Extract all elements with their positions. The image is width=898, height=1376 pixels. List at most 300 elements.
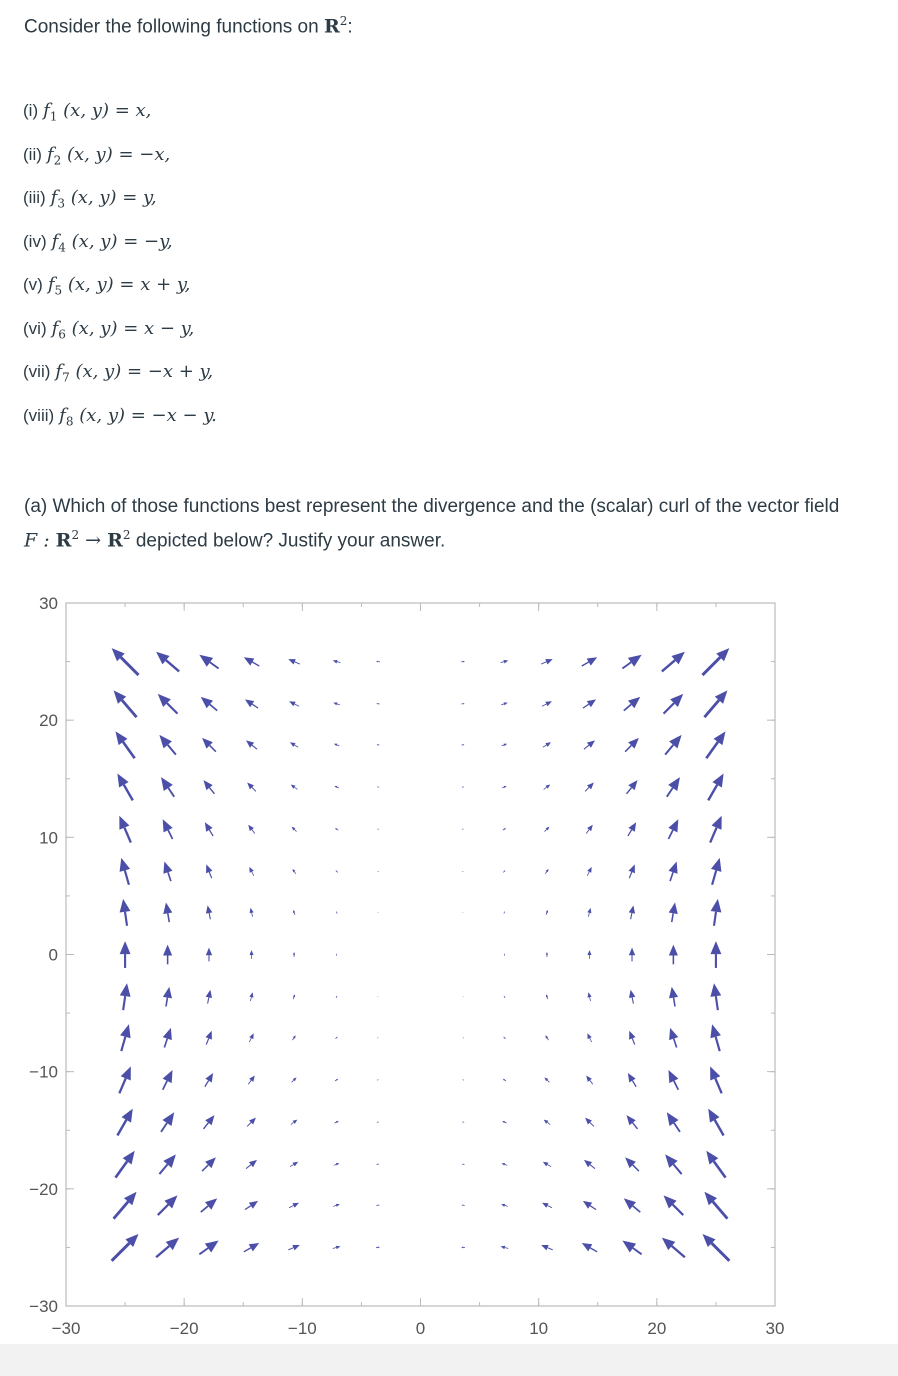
field-arrow-shaft: [715, 1078, 721, 1093]
field-arrow-head: [336, 1204, 340, 1207]
field-arrow-head: [292, 869, 295, 872]
function-item: [23, 187, 217, 231]
field-arrow-shaft: [672, 913, 673, 922]
field-arrow-shaft: [115, 1161, 127, 1177]
question-line-2: [24, 521, 864, 555]
field-arrow-shaft: [545, 872, 546, 874]
function-item: [23, 361, 217, 405]
field-arrow-shaft: [674, 1081, 678, 1090]
field-arrow-head: [378, 1247, 380, 1249]
field-arrow-head: [293, 952, 295, 955]
field-arrow-head: [336, 1246, 341, 1250]
function-subscript: 3: [57, 196, 65, 211]
field-arrow-head: [504, 953, 505, 954]
function-name: f: [51, 317, 59, 339]
x-tick-label: −20: [169, 1319, 199, 1338]
field-arrow-shaft: [544, 787, 547, 789]
field-arrow-shaft: [123, 996, 125, 1010]
field-arrow-head: [629, 1031, 635, 1040]
field-arrow-head: [162, 1112, 174, 1126]
field-arrow-shaft: [708, 785, 717, 801]
field-arrow-head: [628, 655, 642, 667]
field-arrow-head: [584, 1160, 592, 1167]
field-arrow-shaft: [674, 1123, 680, 1132]
function-args: (x, y): [70, 187, 117, 208]
field-arrow-head: [333, 702, 337, 705]
field-arrow-shaft: [587, 872, 589, 876]
field-arrow-shaft: [632, 997, 633, 1003]
field-arrow-shaft: [163, 1081, 167, 1090]
field-arrow-shaft: [124, 785, 133, 801]
field-arrow-shaft: [208, 997, 209, 1003]
field-arrow-shaft: [505, 1038, 506, 1039]
field-arrow-shaft: [586, 830, 589, 834]
function-label: (vi): [23, 318, 47, 338]
field-arrow-shaft: [210, 662, 219, 668]
function-label: (iv): [23, 231, 47, 251]
y-tick-label: −30: [29, 1297, 58, 1316]
x-tick-label: 20: [647, 1319, 667, 1338]
field-arrow-shaft: [706, 742, 718, 758]
field-arrow-shaft: [547, 997, 548, 999]
field-arrow-shaft: [633, 1165, 639, 1171]
field-arrow-head: [205, 1073, 213, 1082]
field-arrow-head: [250, 908, 254, 913]
field-arrow-head: [120, 858, 131, 872]
field-arrow-head: [461, 1204, 463, 1206]
function-label: (vii): [23, 362, 51, 381]
field-arrow-shaft: [124, 828, 130, 843]
field-arrow-shaft: [121, 657, 139, 675]
field-arrow-shaft: [716, 996, 718, 1010]
field-arrow-shaft: [337, 871, 338, 872]
field-arrow-shaft: [288, 1248, 293, 1250]
field-arrow-head: [293, 1162, 299, 1167]
function-item: [23, 144, 217, 188]
field-arrow-shaft: [333, 1205, 336, 1206]
field-arrow-head: [504, 744, 508, 747]
field-arrow-shaft: [674, 1039, 677, 1048]
function-args: (x, y): [63, 100, 109, 121]
field-arrow-head: [629, 990, 635, 998]
field-arrow-head: [336, 953, 337, 954]
field-arrow-shaft: [583, 704, 589, 708]
field-arrow-shaft: [664, 703, 674, 713]
field-arrow-head: [249, 1243, 259, 1251]
field-arrow-head: [377, 744, 379, 745]
field-arrow-head: [206, 948, 212, 956]
field-arrow-shaft: [547, 1164, 551, 1166]
x-tick-label: −30: [51, 1319, 81, 1338]
field-arrow-head: [293, 910, 295, 913]
field-arrow-head: [587, 699, 596, 707]
field-arrow-head: [334, 744, 338, 747]
field-arrow-shaft: [206, 1038, 208, 1044]
field-arrow-head: [120, 941, 131, 954]
field-arrow-shaft: [590, 1165, 595, 1169]
field-arrow-shaft: [293, 997, 294, 999]
x-tick-label: −10: [287, 1319, 317, 1338]
field-arrow-shaft: [292, 1038, 293, 1040]
field-arrow-shaft: [714, 1161, 726, 1177]
function-rhs: = −y,: [123, 230, 173, 252]
field-arrow-shaft: [673, 1164, 681, 1174]
function-item: [23, 318, 217, 362]
function-rhs: = −x − y.: [130, 404, 217, 426]
field-arrow-shaft: [590, 1206, 596, 1210]
field-arrow-head: [582, 1243, 592, 1251]
field-arrow-shaft: [209, 872, 211, 878]
field-arrow-head: [714, 731, 726, 745]
field-arrow-shaft: [336, 1038, 337, 1039]
field-arrow-shaft: [252, 745, 257, 749]
field-arrow-shaft: [125, 870, 129, 884]
field-arrow-head: [378, 1204, 380, 1206]
field-arrow-head: [203, 780, 212, 790]
field-arrow-shaft: [702, 657, 720, 675]
field-arrow-head: [546, 869, 549, 872]
field-arrow-head: [667, 1112, 679, 1126]
y-tick-label: 0: [48, 945, 58, 965]
field-arrow-shaft: [252, 913, 253, 917]
field-arrow-shaft: [337, 787, 339, 788]
y-tick-label: −10: [29, 1062, 58, 1082]
function-expression: [59, 405, 217, 429]
field-arrow-head: [501, 1204, 505, 1207]
field-arrow-shaft: [716, 1037, 720, 1051]
field-arrow-shaft: [333, 1248, 336, 1249]
field-arrow-head: [115, 731, 127, 745]
field-arrow-head: [710, 983, 721, 997]
field-arrow-shaft: [119, 1078, 125, 1093]
field-arrow-head: [163, 902, 172, 914]
field-arrow-shaft: [294, 787, 297, 789]
field-arrow-head: [205, 822, 213, 831]
function-label: (ii): [23, 144, 42, 164]
field-arrow-head: [293, 994, 295, 997]
field-arrow-head: [587, 657, 597, 665]
field-arrow-shaft: [334, 1122, 336, 1123]
field-arrow-head: [333, 660, 338, 664]
field-arrow-shaft: [199, 1248, 208, 1254]
function-expression: [47, 144, 170, 168]
intro-exponent: 2: [339, 14, 348, 28]
field-arrow-shaft: [294, 872, 295, 874]
field-arrow-shaft: [590, 1038, 592, 1042]
field-arrow-shaft: [334, 1164, 336, 1165]
field-arrow-head: [629, 948, 635, 956]
field-arrow-shaft: [547, 1122, 550, 1124]
function-rhs: = −x + y,: [126, 361, 214, 382]
field-arrow-head: [706, 1151, 718, 1165]
map-prefix: F :: [24, 529, 56, 552]
field-arrow-shaft: [290, 1164, 294, 1166]
field-arrow-shaft: [247, 1122, 251, 1126]
field-arrow-shaft: [622, 662, 631, 668]
field-arrow-shaft: [582, 662, 589, 666]
field-arrow-shaft: [252, 787, 256, 791]
field-arrow-head: [546, 910, 548, 913]
field-arrow-head: [163, 987, 172, 999]
field-arrow-shaft: [712, 870, 716, 884]
field-arrow-shaft: [156, 1246, 169, 1257]
field-arrow-shaft: [164, 1039, 167, 1048]
field-arrow-shaft: [291, 1122, 294, 1124]
field-arrow-head: [205, 1241, 219, 1253]
field-arrow-shaft: [632, 1081, 636, 1087]
field-arrow-shaft: [245, 1206, 251, 1210]
function-args: (x, y): [79, 404, 126, 426]
field-arrow-shaft: [202, 1165, 208, 1171]
field-arrow-head: [586, 1075, 592, 1081]
field-arrow-shaft: [627, 788, 632, 794]
codomain-space: R: [107, 529, 123, 552]
field-arrow-head: [583, 1201, 592, 1209]
intro-label: Consider the following functions on: [24, 16, 319, 38]
field-arrow-head: [244, 657, 254, 665]
codomain-exponent: 2: [122, 528, 131, 542]
field-arrow-shaft: [590, 1080, 593, 1084]
field-arrow-shaft: [167, 703, 177, 713]
field-arrow-shaft: [501, 662, 504, 663]
field-arrow-shaft: [543, 745, 547, 747]
field-arrow-shaft: [505, 1248, 508, 1249]
field-arrow-shaft: [505, 1205, 508, 1206]
field-arrow-shaft: [584, 745, 589, 749]
field-arrow-shaft: [252, 872, 254, 876]
x-tick-label: 30: [765, 1319, 785, 1338]
field-arrow-shaft: [503, 871, 504, 872]
field-arrow-shaft: [295, 704, 299, 706]
question-a: [24, 492, 864, 555]
field-arrow-head: [336, 1163, 340, 1166]
field-arrow-shaft: [714, 912, 716, 926]
field-arrow-shaft: [503, 829, 504, 830]
field-arrow-shaft: [547, 1205, 551, 1207]
field-arrow-head: [378, 1164, 380, 1165]
function-name: f: [47, 274, 55, 295]
field-arrow-head: [376, 661, 378, 663]
field-arrow-shaft: [667, 788, 673, 797]
field-arrow-shaft: [337, 829, 338, 830]
field-arrow-head: [587, 908, 591, 913]
function-item: [23, 231, 217, 275]
field-arrow-head: [461, 1247, 463, 1249]
field-arrow-head: [293, 1035, 296, 1038]
function-args: (x, y): [66, 143, 113, 165]
field-arrow-head: [293, 1120, 298, 1124]
function-args: (x, y): [75, 361, 122, 382]
field-arrow-shaft: [547, 1038, 548, 1040]
map-arrow: →: [79, 529, 108, 552]
x-tick-label: 0: [415, 1319, 426, 1338]
field-arrow-shaft: [203, 1123, 208, 1129]
field-arrow-shaft: [625, 745, 631, 751]
field-arrow-head: [546, 994, 548, 997]
field-arrow-head: [545, 784, 550, 788]
field-arrow-head: [206, 1031, 212, 1040]
field-arrow-shaft: [117, 1120, 126, 1136]
domain-space: R: [55, 529, 72, 552]
field-arrow-shaft: [629, 872, 631, 878]
field-arrow-shaft: [250, 997, 251, 1001]
function-expression: [51, 187, 157, 211]
field-arrow-head: [206, 864, 212, 873]
field-arrow-shaft: [505, 1164, 507, 1165]
function-rhs: = x − y,: [123, 317, 195, 339]
field-arrow-shaft: [114, 1202, 129, 1219]
field-arrow-head: [163, 861, 172, 873]
function-subscript: 6: [58, 327, 66, 342]
function-item: [23, 274, 217, 318]
field-arrow-shaft: [546, 913, 547, 915]
field-arrow-shaft: [252, 704, 258, 708]
field-arrow-head: [502, 1163, 506, 1166]
field-arrow-shaft: [502, 745, 504, 746]
field-arrow-shaft: [210, 704, 217, 710]
function-expression: [43, 100, 151, 124]
field-arrow-shaft: [547, 1080, 549, 1082]
field-arrow-shaft: [122, 700, 137, 717]
field-arrow-shaft: [161, 1123, 167, 1132]
field-arrow-shaft: [505, 1122, 507, 1123]
field-arrow-shaft: [168, 872, 171, 881]
function-name: f: [55, 361, 63, 382]
field-arrow-shaft: [168, 913, 169, 922]
field-arrow-head: [290, 742, 296, 747]
field-arrow-head: [249, 1075, 255, 1081]
field-arrow-head: [206, 905, 212, 913]
y-tick-label: 20: [39, 711, 58, 731]
field-arrow-shaft: [662, 660, 675, 671]
field-arrow-head: [120, 899, 131, 913]
field-arrow-shaft: [633, 1206, 640, 1212]
field-arrow-head: [669, 861, 678, 873]
function-subscript: 1: [49, 109, 58, 124]
function-expression: [52, 231, 173, 255]
field-arrow-head: [588, 992, 592, 997]
field-arrow-shaft: [670, 872, 673, 881]
function-rhs: = y,: [122, 187, 157, 208]
field-arrow-shaft: [624, 704, 631, 710]
field-arrow-shaft: [544, 829, 546, 831]
function-item: [23, 405, 217, 449]
field-arrow-head: [622, 1241, 636, 1253]
field-arrow-shaft: [294, 913, 295, 915]
function-args: (x, y): [67, 274, 114, 295]
field-arrow-shaft: [505, 1080, 506, 1081]
field-arrow-shaft: [125, 912, 127, 926]
field-arrow-shaft: [672, 1246, 685, 1257]
field-arrow-head: [544, 1120, 549, 1124]
field-arrow-head: [248, 825, 254, 831]
field-arrow-shaft: [168, 788, 174, 797]
function-name: f: [46, 143, 54, 165]
page-bottom-strip: [0, 1344, 898, 1376]
field-arrow-shaft: [632, 1038, 634, 1044]
field-arrow-head: [628, 780, 637, 790]
field-arrow-head: [543, 1162, 549, 1167]
vector-field-plot: [0, 583, 810, 1343]
field-arrow-head: [628, 822, 636, 831]
field-arrow-head: [501, 1246, 506, 1250]
field-arrow-shaft: [112, 1243, 130, 1261]
function-list: [23, 100, 217, 448]
field-arrow-head: [669, 945, 678, 956]
function-subscript: 7: [62, 370, 70, 385]
field-arrow-head: [163, 945, 172, 956]
field-arrow-head: [711, 899, 722, 913]
field-arrow-shaft: [633, 1123, 638, 1129]
field-arrow-shaft: [158, 1205, 168, 1215]
field-arrow-head: [463, 744, 465, 745]
field-arrow-shaft: [715, 1120, 724, 1136]
question-suffix: depicted below? Justify your answer.: [135, 530, 446, 552]
field-arrow-head: [123, 1151, 135, 1165]
field-arrow-shaft: [294, 745, 298, 747]
function-item: [23, 100, 217, 144]
field-arrow-shaft: [673, 1205, 683, 1215]
function-name: f: [51, 230, 59, 252]
function-args: (x, y): [71, 317, 118, 339]
field-arrow-shaft: [205, 1081, 209, 1087]
field-arrow-head: [462, 1164, 464, 1165]
field-arrow-head: [246, 740, 254, 747]
field-arrow-shaft: [166, 998, 167, 1007]
field-arrow-shaft: [542, 704, 546, 706]
domain-exponent: 2: [71, 528, 80, 542]
intro-text: [24, 14, 353, 38]
field-arrow-shaft: [590, 1248, 597, 1252]
field-arrow-shaft: [209, 830, 213, 836]
function-rhs: = x + y,: [119, 274, 191, 295]
field-arrow-head: [199, 655, 213, 667]
function-rhs: = −x,: [118, 143, 171, 165]
field-arrow-shaft: [252, 662, 259, 666]
field-arrow-head: [628, 1073, 636, 1082]
field-arrow-head: [245, 699, 254, 707]
field-arrow-shaft: [585, 787, 589, 791]
field-arrow-shaft: [674, 998, 675, 1007]
intro-suffix: :: [347, 16, 353, 38]
function-label: (viii): [23, 405, 55, 425]
field-arrow-shaft: [704, 700, 719, 717]
function-rhs: = x,: [114, 100, 152, 121]
field-arrow-shaft: [289, 1205, 293, 1207]
field-arrow-shaft: [209, 913, 210, 919]
field-arrow-head: [546, 952, 548, 955]
function-label: (i): [23, 101, 39, 120]
field-arrow-shaft: [295, 662, 300, 664]
field-arrow-head: [205, 1115, 214, 1125]
function-subscript: 4: [58, 240, 66, 255]
y-tick-label: 30: [39, 594, 58, 613]
field-arrow-head: [291, 784, 296, 788]
field-arrow-shaft: [168, 745, 176, 755]
function-name: f: [59, 404, 66, 426]
field-arrow-head: [545, 742, 551, 747]
function-name: f: [43, 100, 50, 121]
intro-space: R: [323, 15, 340, 38]
y-tick-label: −20: [29, 1179, 58, 1199]
field-arrow-shaft: [548, 1248, 553, 1250]
function-subscript: 8: [65, 414, 74, 429]
field-arrow-shaft: [541, 662, 546, 664]
function-subscript: 2: [53, 153, 62, 168]
field-arrow-shaft: [244, 1248, 251, 1252]
field-arrow-head: [249, 992, 253, 997]
field-arrow-shaft: [590, 1122, 594, 1126]
